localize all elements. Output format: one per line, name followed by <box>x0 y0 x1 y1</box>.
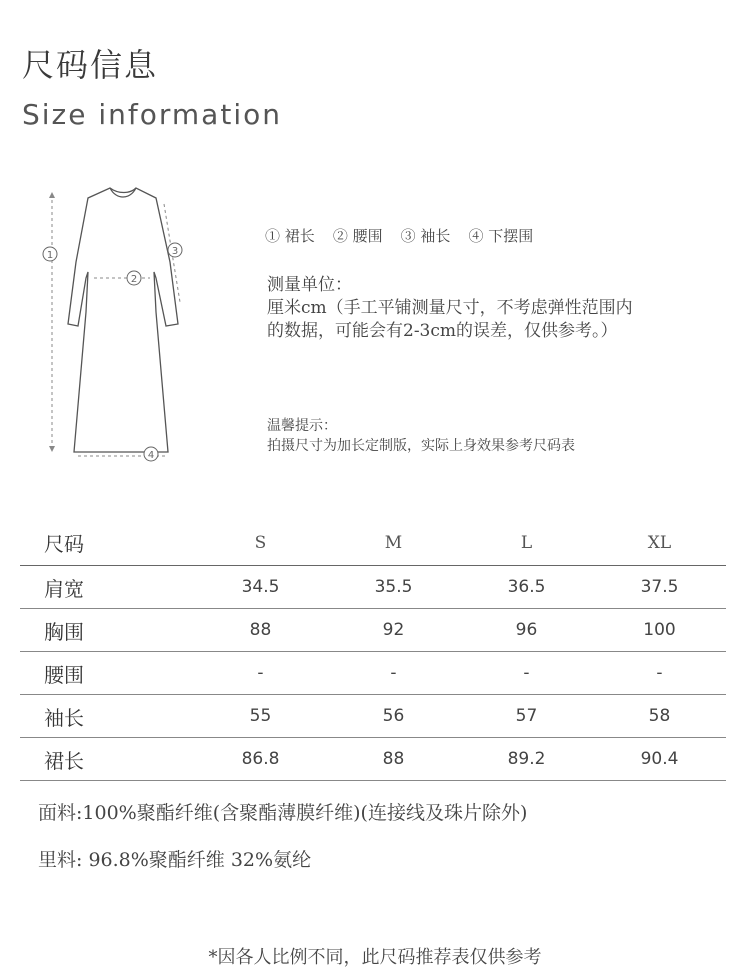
header-label: 尺码 <box>20 520 194 566</box>
table-cell: 92 <box>327 609 460 652</box>
legend-item: ③ 袖长 <box>400 227 451 245</box>
lining-info: 里料: 96.8%聚酯纤维 32%氨纶 <box>38 849 312 871</box>
table-cell: 55 <box>194 695 327 738</box>
table-cell: 58 <box>593 695 726 738</box>
row-label: 胸围 <box>20 609 194 652</box>
table-cell: 35.5 <box>327 566 460 609</box>
unit-heading: 测量单位： <box>267 275 352 295</box>
size-col-header: S <box>194 520 327 566</box>
dress-diagram <box>38 182 198 472</box>
table-row <box>20 609 726 652</box>
size-col-header: M <box>327 520 460 566</box>
table-cell: - <box>194 652 327 695</box>
footer-note: *因各人比例不同，此尺码推荐表仅供参考 <box>208 947 542 968</box>
table-cell: - <box>460 652 593 695</box>
table-cell: 88 <box>194 609 327 652</box>
table-header-row <box>20 520 726 566</box>
unit-line-1: 厘米cm（手工平铺测量尺寸，不考虑弹性范围内 <box>267 298 633 318</box>
legend-item: ② 腰围 <box>332 227 383 245</box>
svg-text:3: 3 <box>171 246 179 257</box>
table-cell: 96 <box>460 609 593 652</box>
table-cell: 90.4 <box>593 738 726 781</box>
marker-2 <box>127 271 141 285</box>
table-row <box>20 566 726 609</box>
page-title: 尺码信息 <box>22 46 159 84</box>
size-col-header: L <box>460 520 593 566</box>
row-label: 腰围 <box>20 652 194 695</box>
table-cell: 89.2 <box>460 738 593 781</box>
svg-text:4: 4 <box>147 450 155 461</box>
fabric-info: 面料:100%聚酯纤维(含聚酯薄膜纤维)(连接线及珠片除外) <box>38 802 528 824</box>
legend-item: ① 裙长 <box>265 227 315 245</box>
svg-text:1: 1 <box>46 250 54 261</box>
table-cell: - <box>593 652 726 695</box>
dress-outline <box>68 188 178 452</box>
marker-1 <box>43 247 57 261</box>
table-cell: 36.5 <box>460 566 593 609</box>
table-cell: 88 <box>327 738 460 781</box>
marker-3 <box>168 243 182 257</box>
row-label: 袖长 <box>20 695 194 738</box>
legend-item: ④ 下摆围 <box>468 227 534 245</box>
measurement-unit-note <box>267 274 737 343</box>
row-label: 裙长 <box>20 738 194 781</box>
table-cell: 34.5 <box>194 566 327 609</box>
table-cell: 57 <box>460 695 593 738</box>
row-label: 肩宽 <box>20 566 194 609</box>
table-cell: - <box>327 652 460 695</box>
size-col-header: XL <box>593 520 726 566</box>
table-cell: 56 <box>327 695 460 738</box>
table-cell: 86.8 <box>194 738 327 781</box>
table-row <box>20 695 726 738</box>
table-row <box>20 652 726 695</box>
unit-line-2: 的数据，可能会有2-3cm的误差，仅供参考。） <box>267 321 618 341</box>
page-subtitle: Size information <box>22 98 282 131</box>
table-cell: 37.5 <box>593 566 726 609</box>
marker-4 <box>144 447 158 461</box>
warm-tip <box>267 416 575 456</box>
svg-text:2: 2 <box>130 274 138 285</box>
tip-text: 拍摄尺寸为加长定制版，实际上身效果参考尺码表 <box>267 438 575 454</box>
table-cell: 100 <box>593 609 726 652</box>
tip-heading: 温馨提示： <box>267 418 337 434</box>
size-table <box>20 520 726 781</box>
table-row <box>20 738 726 781</box>
measurement-legend <box>265 225 551 246</box>
